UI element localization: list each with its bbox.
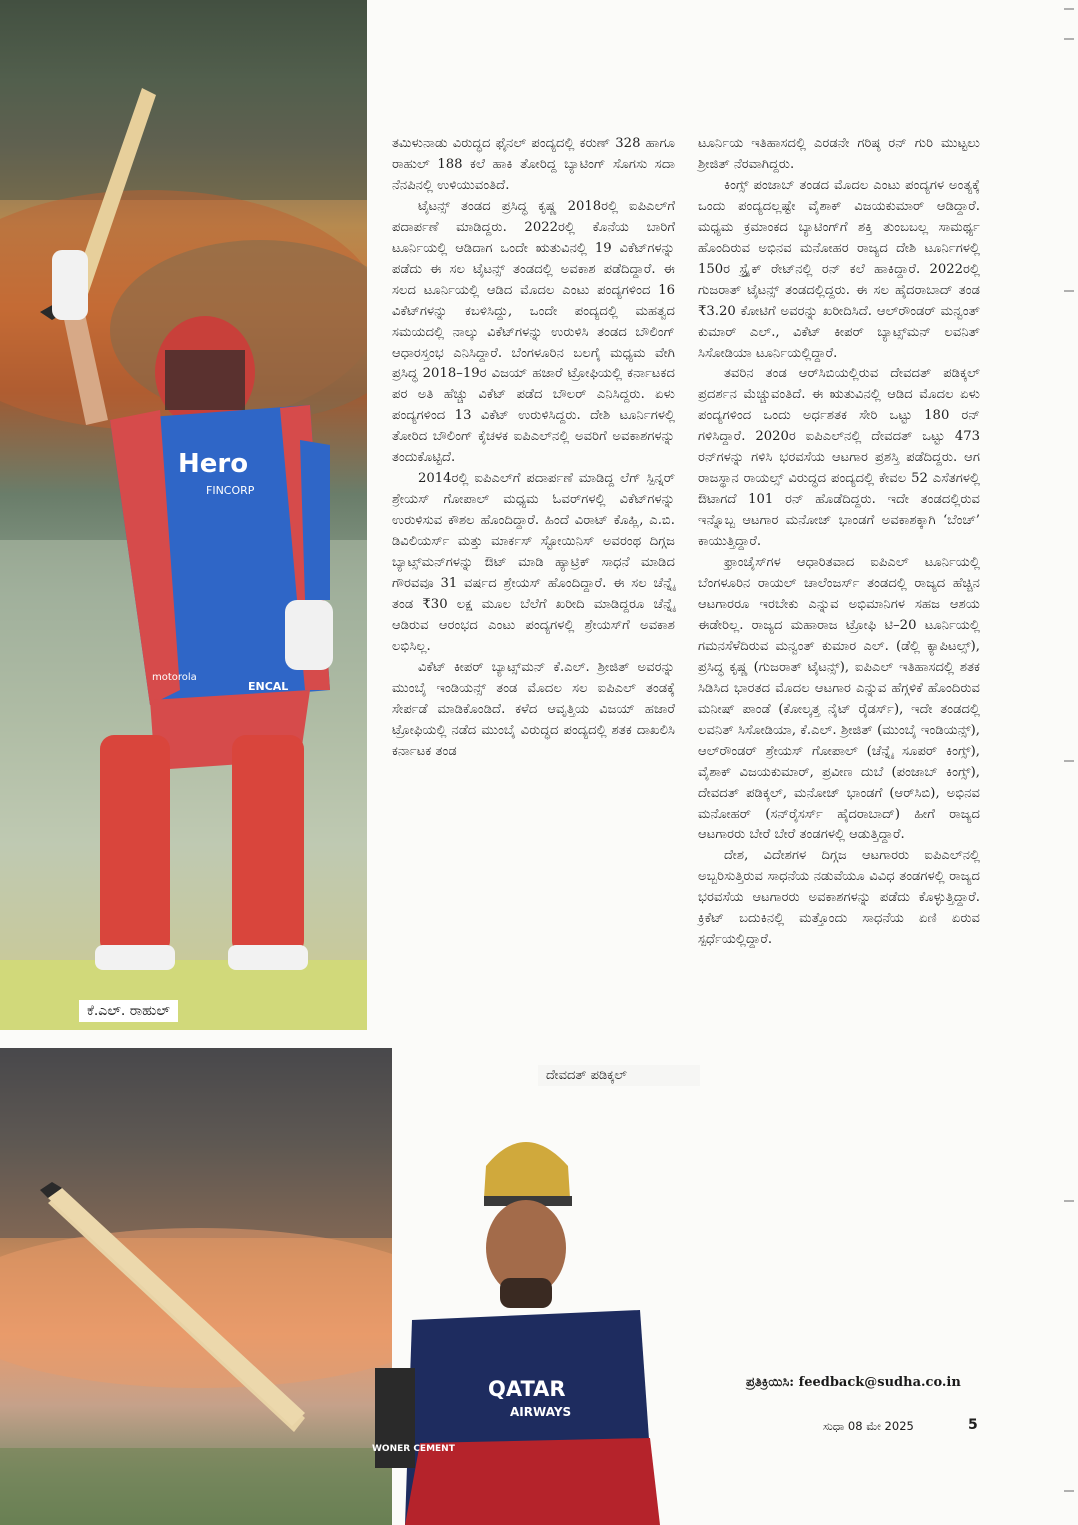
binding-mark xyxy=(1064,290,1074,292)
binding-mark xyxy=(1064,760,1074,762)
article-column-right xyxy=(698,134,980,951)
article-column-left xyxy=(392,134,675,763)
left-para-2: ಟೈಟನ್ಸ್ ತಂಡದ ಪ್ರಸಿದ್ಧ ಕೃಷ್ಣ 2018ರಲ್ಲಿ ಐಪಿಎಲ್‌ಗೆ ಪದಾರ್ಪಣೆ ಮಾಡಿದ್ದರು. 2022ರಲ್ಲಿ ಕೊನೆಯ ಬಾರಿಗೆ ಟೂರ್ನಿಯಲ್ಲಿ ಆಡಿದಾಗ ಒಂದೇ ಋತುವಿನಲ್ಲಿ 19 ವಿಕೆಟ್‌ಗಳನ್ನು ಪಡೆದು ಈ ಸಲ ಟೈಟನ್ಸ್ ತಂಡದಲ್ಲಿ ಅವಕಾಶ ಪಡೆದಿದ್ದಾರೆ. ಈ ಸಲದ ಟೂರ್ನಿಯಲ್ಲಿ ಆಡಿದ ಮೊದಲ ಎಂಟು ಪಂದ್ಯಗಳಿಂದ 16 ವಿಕೆಟ್‌ಗಳನ್ನು ಕಬಳಿಸಿದ್ದು, ಒಂದೇ ಪಂದ್ಯದಲ್ಲಿ ಮಹತ್ವದ ಸಮಯದಲ್ಲಿ ನಾಲ್ಕು ವಿಕೆಟ್‌ಗಳನ್ನು ಉರುಳಿಸಿ ತಂಡದ ಬೌಲಿಂಗ್ ಆಧಾರಸ್ತಂಭ ಎನಿಸಿದ್ದಾರೆ. ಬೆಂಗಳೂರಿನ ಬಲಗೈ ಮಧ್ಯಮ ವೇಗಿ ಪ್ರಸಿದ್ಧ 2018–19ರ ವಿಜಯ್ ಹಜಾರೆ ಟ್ರೋಫಿಯಲ್ಲಿ ಕರ್ನಾಟಕದ ಪರ ಅತಿ ಹೆಚ್ಚು ವಿಕೆಟ್ ಪಡೆದ ಬೌಲರ್ ಎನಿಸಿದ್ದರು. ಏಳು ಪಂದ್ಯಗಳಿಂದ 13 ವಿಕೆಟ್ ಉರುಳಿಸಿದ್ದರು. ದೇಶಿ ಟೂರ್ನಿಗಳಲ್ಲಿ ತೋರಿದ ಬೌಲಿಂಗ್ ಕೈಚಳಕ ಐಪಿಎಲ್‌ನಲ್ಲಿ ಅವರಿಗೆ ಅವಕಾಶಗಳನ್ನು ತಂದುಕೊಟ್ಟಿದೆ. xyxy=(392,198,675,466)
jersey-sponsor-sub: FINCORP xyxy=(206,484,255,497)
padikkal-photo-caption: ದೇವದತ್ ಪಡಿಕ್ಕಲ್ xyxy=(538,1065,700,1086)
sleeve-sponsor: motorola xyxy=(152,672,197,683)
board-text: WONER CEMENT xyxy=(372,1444,455,1454)
jersey-sponsor-padikkal: QATAR xyxy=(488,1377,566,1401)
binding-mark xyxy=(1064,1200,1074,1202)
binding-mark xyxy=(1064,38,1074,40)
binding-mark xyxy=(1064,8,1074,10)
jersey-sponsor: Hero xyxy=(178,449,249,479)
binding-mark xyxy=(1064,1490,1074,1492)
left-para-4: ವಿಕೆಟ್ ಕೀಪರ್ ಬ್ಯಾಟ್ಸ್‌ಮನ್ ಕೆ.ಎಲ್. ಶ್ರೀಜಿತ್ ಅವರನ್ನು ಮುಂಬೈ ಇಂಡಿಯನ್ಸ್ ತಂಡ ಮೊದಲ ಸಲ ಐಪಿಎಲ್ ತಂಡಕ್ಕೆ ಸೇರ್ಪಡೆ ಮಾಡಿಕೊಂಡಿದೆ. ಕಳೆದ ಆವೃತ್ತಿಯ ವಿಜಯ್ ಹಜಾರೆ ಟ್ರೋಫಿಯಲ್ಲಿ ನಡೆದ ಮುಂಬೈ ವಿರುದ್ಧದ ಪಂದ್ಯದಲ್ಲಿ ಶತಕ ದಾಖಲಿಸಿ ಕರ್ನಾಟಕ ತಂಡ xyxy=(392,659,675,759)
binding-marks xyxy=(1062,0,1078,1525)
right-para-4: ಫ್ರಾಂಚೈಸ್‌ಗಳ ಆಧಾರಿತವಾದ ಐಪಿಎಲ್ ಟೂರ್ನಿಯಲ್ಲಿ ಬೆಂಗಳೂರಿನ ರಾಯಲ್ ಚಾಲೆಂಜರ್ಸ್ ತಂಡದಲ್ಲಿ ರಾಜ್ಯದ ಹೆಚ್ಚಿನ ಆಟಗಾರರೂ ಇರಬೇಕು ಎನ್ನುವ ಅಭಿಮಾನಿಗಳ ಸಹಜ ಆಶಯ ಈಡೇರಿಲ್ಲ. ರಾಜ್ಯದ ಮಹಾರಾಜ ಟ್ರೋಫಿ ಟಿ–20 ಟೂರ್ನಿಯಲ್ಲಿ ಗಮನಸೆಳೆದಿರುವ ಮನ್ವಂತ್ ಕುಮಾರ ಎಲ್. (ಡೆಲ್ಲಿ ಕ್ಯಾಪಿಟಲ್ಸ್), ಪ್ರಸಿದ್ಧ ಕೃಷ್ಣ (ಗುಜರಾತ್ ಟೈಟನ್ಸ್), ಐಪಿಎಲ್ ಇತಿಹಾಸದಲ್ಲಿ ಶತಕ ಸಿಡಿಸಿದ ಭಾರತದ ಮೊದಲ ಆಟಗಾರ ಎನ್ನುವ ಹೆಗ್ಗಳಿಕೆ ಹೊಂದಿರುವ ಮನೀಷ್ ಪಾಂಡೆ (ಕೋಲ್ಕತ್ತ ನೈಟ್ ರೈಡರ್ಸ್), ಇದೇ ತಂಡದಲ್ಲಿ ಲವನಿತ್ ಸಿಸೋಡಿಯಾ, ಕೆ.ಎಲ್. ಶ್ರೀಜಿತ್ (ಮುಂಬೈ ಇಂಡಿಯನ್ಸ್), ಆಲ್‌ರೌಂಡರ್ ಶ್ರೇಯಸ್ ಗೋಪಾಲ್ (ಚೆನ್ನೈ ಸೂಪರ್ ಕಿಂಗ್ಸ್), ವೈಶಾಕ್ ವಿಜಯಕುಮಾರ್, ಪ್ರವೀಣ ದುಬೆ (ಪಂಜಾಬ್ ಕಿಂಗ್ಸ್), ದೇವದತ್ ಪಡಿಕ್ಕಲ್, ಮನೋಜ್ ಭಾಂಡಗೆ (ಆರ್‌ಸಿಬಿ), ಅಭಿನವ ಮನೋಹರ್ (ಸನ್‌ರೈಸರ್ಸ್ ಹೈದರಾಬಾದ್) ಹೀಗೆ ರಾಜ್ಯದ ಆಟಗಾರರು ಬೇರೆ ಬೇರೆ ತಂಡಗಳಲ್ಲಿ ಆಡುತ್ತಿದ್ದಾರೆ. xyxy=(698,555,980,843)
folio: ಸುಧಾ 08 ಮೇ 2025 xyxy=(823,1419,914,1433)
rahul-photo-caption: ಕೆ.ಎಲ್. ರಾಹುಲ್ xyxy=(79,1000,178,1022)
left-para-3: 2014ರಲ್ಲಿ ಐಪಿಎಲ್‌ಗೆ ಪದಾರ್ಪಣೆ ಮಾಡಿದ್ದ ಲೆಗ್ ಸ್ಪಿನ್ನರ್ ಶ್ರೇಯಸ್ ಗೋಪಾಲ್ ಮಧ್ಯಮ ಓವರ್‌ಗಳಲ್ಲಿ ವಿಕೆಟ್‌ಗಳನ್ನು ಉರುಳಿಸುವ ಕೌಶಲ ಹೊಂದಿದ್ದಾರೆ. ಹಿಂದೆ ವಿರಾಟ್ ಕೊಹ್ಲಿ, ಎ.ಬಿ. ಡಿವಿಲಿಯರ್ಸ್ ಮತ್ತು ಮಾರ್ಕಸ್ ಸ್ಟೋಯಿನಿಸ್ ಅವರಂಥ ದಿಗ್ಗಜ ಬ್ಯಾಟ್ಸ್‌ಮನ್‌ಗಳನ್ನು ಔಟ್ ಮಾಡಿ ಹ್ಯಾಟ್ರಿಕ್ ಸಾಧನೆ ಮಾಡಿದ ಗೌರವವೂ 31 ವರ್ಷದ ಶ್ರೇಯಸ್ ಹೊಂದಿದ್ದಾರೆ. ಈ ಸಲ ಚೆನ್ನೈ ತಂಡ ₹30 ಲಕ್ಷ ಮೂಲ ಬೆಲೆಗೆ ಖರೀದಿ ಮಾಡಿದ್ದರೂ ಚೆನ್ನೈ ಆಡಿರುವ ಆರಂಭದ ಎಂಟು ಪಂದ್ಯಗಳಲ್ಲಿ ಶ್ರೇಯಸ್‌ಗೆ ಅವಕಾಶ ಲಭಿಸಿಲ್ಲ. xyxy=(392,471,675,654)
trouser-sponsor: ENCAL xyxy=(248,680,289,693)
right-para-5: ದೇಶ, ವಿದೇಶಗಳ ದಿಗ್ಗಜ ಆಟಗಾರರು ಐಪಿಎಲ್‌ನಲ್ಲಿ ಅಬ್ಬರಿಸುತ್ತಿರುವ ಸಾಧನೆಯ ನಡುವೆಯೂ ವಿವಿಧ ತಂಡಗಳಲ್ಲಿ ರಾಜ್ಯದ ಭರವಸೆಯ ಆಟಗಾರರು ಅವಕಾಶಗಳನ್ನು ಪಡೆದು ಕೊಳ್ಳುತ್ತಿದ್ದಾರೆ. ಕ್ರಿಕೆಟ್ ಬದುಕಿನಲ್ಲಿ ಮತ್ತೊಂದು ಸಾಧನೆಯ ಏಣಿ ಏರುವ ಸ್ಪರ್ಧೆಯಲ್ಲಿದ್ದಾರೆ. xyxy=(698,848,980,948)
feedback-line: ಪ್ರತಿಕ್ರಿಯಿಸಿ: feedback@sudha.co.in xyxy=(746,1375,961,1390)
jersey-sponsor-sub-padikkal: AIRWAYS xyxy=(510,1405,572,1419)
right-para-2: ಕಿಂಗ್ಸ್ ಪಂಜಾಬ್ ತಂಡದ ಮೊದಲ ಎಂಟು ಪಂದ್ಯಗಳ ಅಂತ್ಯಕ್ಕೆ ಒಂದು ಪಂದ್ಯದಲ್ಲಷ್ಟೇ ವೈಶಾಕ್ ವಿಜಯಕುಮಾರ್ ಆಡಿದ್ದಾರೆ. ಮಧ್ಯಮ ಕ್ರಮಾಂಕದ ಬ್ಯಾಟಿಂಗ್‌ಗೆ ಶಕ್ತಿ ತುಂಬಬಲ್ಲ ಸಾಮರ್ಥ್ಯ ಹೊಂದಿರುವ ಅಭಿನವ ಮನೋಹರ ರಾಜ್ಯದ ದೇಶಿ ಟೂರ್ನಿಗಳಲ್ಲಿ 150ರ ಸ್ಟ್ರೈಕ್ ರೇಟ್‌ನಲ್ಲಿ ರನ್ ಕಲೆ ಹಾಕಿದ್ದಾರೆ. 2022ರಲ್ಲಿ ಗುಜರಾತ್ ಟೈಟನ್ಸ್ ತಂಡದಲ್ಲಿದ್ದರು. ಈ ಸಲ ಹೈದರಾಬಾದ್ ತಂಡ ₹3.20 ಕೋಟಿಗೆ ಅವರನ್ನು ಖರೀದಿಸಿದೆ. ಆಲ್‌ರೌಂಡರ್ ಮನ್ವಂತ್ ಕುಮಾರ್ ಎಲ್., ವಿಕೆಟ್ ಕೀಪರ್ ಬ್ಯಾಟ್ಸ್‌ಮನ್ ಲವನಿತ್ ಸಿಸೋಡಿಯಾ ಟೂರ್ನಿಯಲ್ಲಿದ್ದಾರೆ. xyxy=(698,177,980,361)
rahul-photo xyxy=(0,0,367,1030)
rahul-photo-art xyxy=(0,0,367,1030)
right-para-1: ಟೂರ್ನಿಯ ಇತಿಹಾಸದಲ್ಲಿ ಎರಡನೇ ಗರಿಷ್ಠ ರನ್ ಗುರಿ ಮುಟ್ಟಲು ಶ್ರೀಜಿತ್ ನೆರವಾಗಿದ್ದರು. xyxy=(698,136,980,172)
right-para-3: ತವರಿನ ತಂಡ ಆರ್‌ಸಿಬಿಯಲ್ಲಿರುವ ದೇವದತ್ ಪಡಿಕ್ಕಲ್ ಪ್ರದರ್ಶನ ಮೆಚ್ಚುವಂತಿದೆ. ಈ ಋತುವಿನಲ್ಲಿ ಆಡಿದ ಮೊದಲ ಏಳು ಪಂದ್ಯಗಳಿಂದ ಒಂದು ಅರ್ಧಶತಕ ಸೇರಿ ಒಟ್ಟು 180 ರನ್ ಗಳಿಸಿದ್ದಾರೆ. 2020ರ ಐಪಿಎಲ್‌ನಲ್ಲಿ ದೇವದತ್ ಒಟ್ಟು 473 ರನ್‌ಗಳನ್ನು ಗಳಿಸಿ ಭರವಸೆಯ ಆಟಗಾರ ಪ್ರಶಸ್ತಿ ಪಡೆದಿದ್ದರು. ಆಗ ರಾಜಸ್ಥಾನ ರಾಯಲ್ಸ್ ವಿರುದ್ಧದ ಪಂದ್ಯದಲ್ಲಿ ಕೇವಲ 52 ಎಸೆತಗಳಲ್ಲಿ ಔಟಾಗದೆ 101 ರನ್ ಹೊಡೆದಿದ್ದರು. ಇದೇ ತಂಡದಲ್ಲಿರುವ ಇನ್ನೊಬ್ಬ ಆಟಗಾರ ಮನೋಜ್ ಭಾಂಡಗೆ ಅವಕಾಶಕ್ಕಾಗಿ ‘ಬೆಂಚ್’ ಕಾಯುತ್ತಿದ್ದಾರೆ. xyxy=(698,366,980,550)
page-number: 5 xyxy=(968,1417,978,1433)
padikkal-figure xyxy=(0,1048,700,1525)
left-para-1: ತಮಿಳುನಾಡು ವಿರುದ್ಧದ ಫೈನಲ್ ಪಂದ್ಯದಲ್ಲಿ ಕರುಣ್ 328 ಹಾಗೂ ರಾಹುಲ್ 188 ಕಲೆ ಹಾಕಿ ತೋರಿದ್ದ ಬ್ಯಾಟಿಂಗ್ ಸೊಗಸು ಸದಾ ನೆನಪಿನಲ್ಲಿ ಉಳಿಯುವಂತಿದೆ. xyxy=(392,136,675,193)
